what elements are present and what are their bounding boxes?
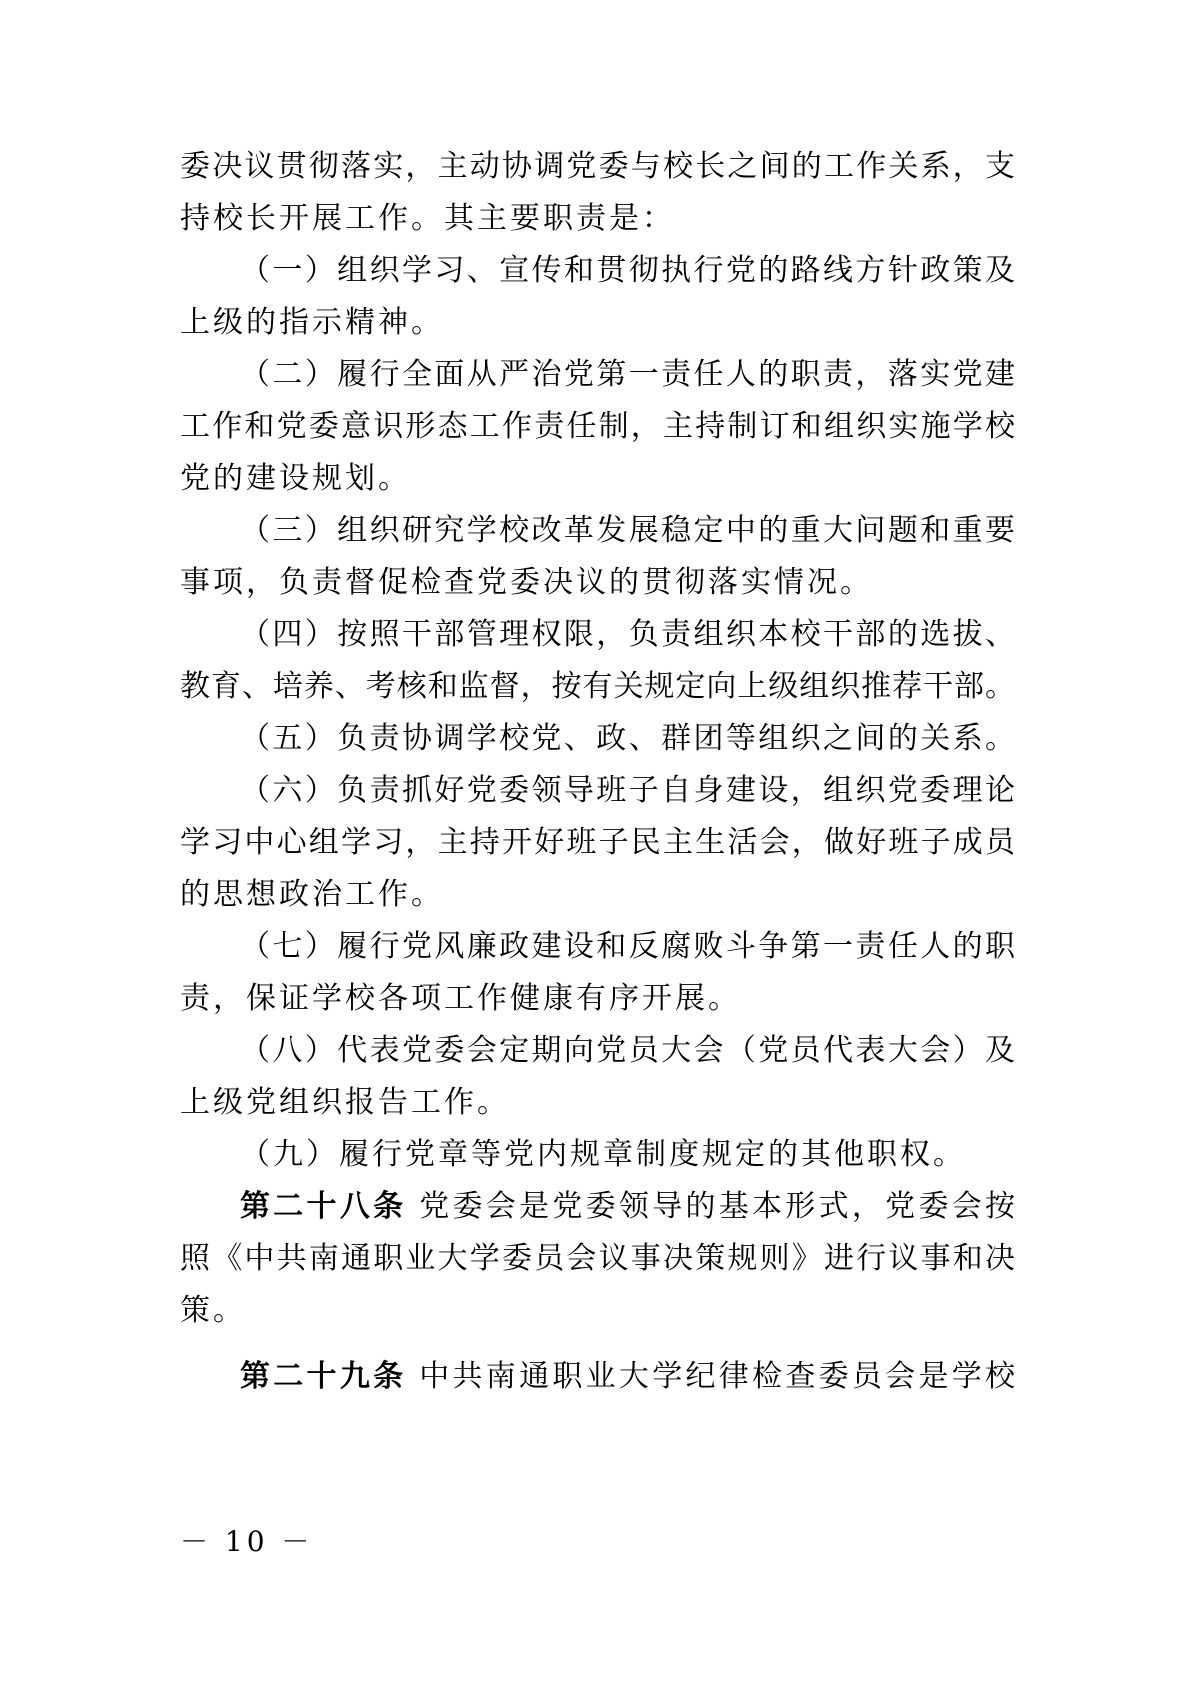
list-item-9-line: （九）履行党章等党内规章制度规定的其他职权。	[240, 1137, 966, 1172]
list-item-1-line: （一）组织学习、宣传和贯彻执行党的路线方针政策及	[240, 253, 1015, 288]
list-item-6-line: （六）负责抓好党委领导班子自身建设，组织党委理论	[240, 773, 1015, 808]
article-28-heading: 第二十八条	[240, 1189, 407, 1224]
list-item-4-line: （四）按照干部管理权限，负责组织本校干部的选拔、	[240, 617, 1015, 652]
list-item-8-line: （八）代表党委会定期向党员大会（党员代表大会）及	[240, 1033, 1015, 1068]
article-28-line: 策。	[180, 1293, 246, 1328]
article-28-line: 照《中共南通职业大学委员会议事决策规则》进行议事和决	[180, 1241, 1015, 1276]
list-item-8-line: 上级党组织报告工作。	[180, 1085, 510, 1120]
paragraph-line: 委决议贯彻落实，主动协调党委与校长之间的工作关系，支	[180, 149, 1015, 184]
list-item-3-line: （三）组织研究学校改革发展稳定中的重大问题和重要	[240, 513, 1015, 548]
page-number: － 10 －	[180, 1525, 314, 1558]
list-item-7-line: 责，保证学校各项工作健康有序开展。	[180, 981, 741, 1016]
list-item-1-line: 上级的指示精神。	[180, 305, 444, 340]
article-28-line	[240, 1187, 1015, 1227]
list-item-6-line: 的思想政治工作。	[180, 877, 444, 912]
list-item-5-line: （五）负责协调学校党、政、群团等组织之间的关系。	[240, 721, 1015, 756]
article-29-line	[240, 1357, 1015, 1397]
list-item-2-line: （二）履行全面从严治党第一责任人的职责，落实党建	[240, 357, 1015, 392]
article-29-heading: 第二十九条	[240, 1359, 407, 1394]
list-item-2-line: 党的建设规划。	[180, 461, 411, 496]
list-item-4-line: 教育、培养、考核和监督，按有关规定向上级组织推荐干部。	[180, 669, 1015, 704]
list-item-6-line: 学习中心组学习，主持开好班子民主生活会，做好班子成员	[180, 825, 1015, 860]
list-item-7-line: （七）履行党风廉政建设和反腐败斗争第一责任人的职	[240, 929, 1015, 964]
article-28-text: 党委会是党委领导的基本形式，党委会按	[419, 1189, 1016, 1224]
article-29-text: 中共南通职业大学纪律检查委员会是学校	[419, 1359, 1016, 1394]
list-item-2-line: 工作和党委意识形态工作责任制，主持制订和组织实施学校	[180, 409, 1015, 444]
paragraph-line: 持校长开展工作。其主要职责是：	[180, 201, 675, 236]
list-item-3-line: 事项，负责督促检查党委决议的贯彻落实情况。	[180, 565, 873, 600]
